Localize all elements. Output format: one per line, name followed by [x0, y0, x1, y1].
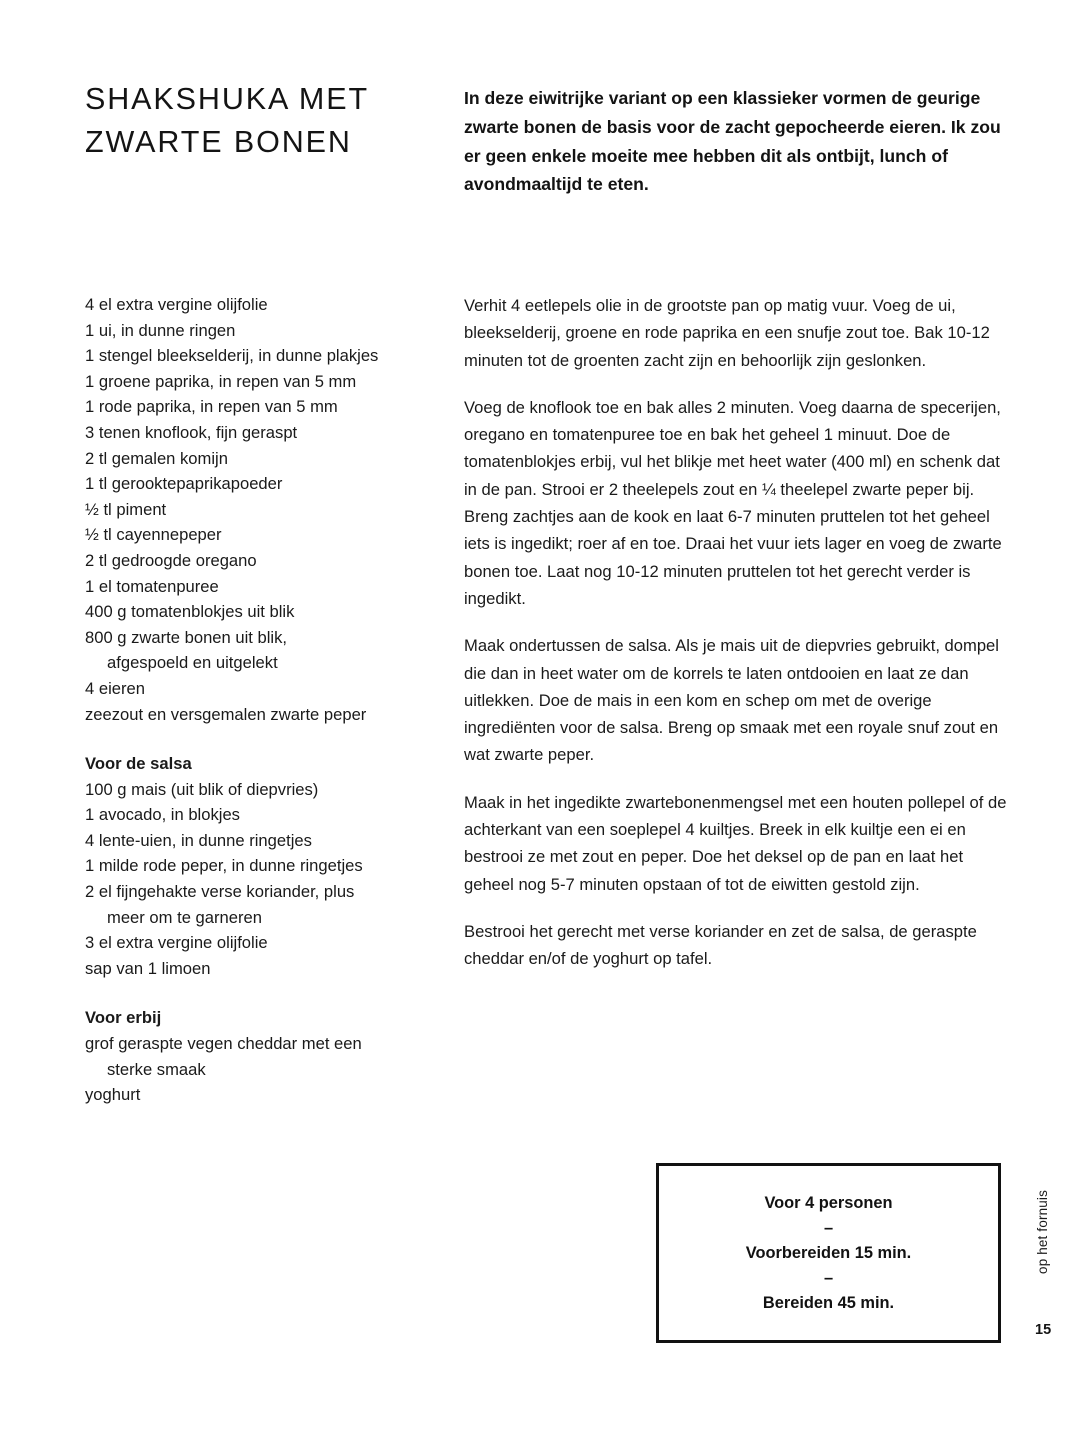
ingredient-line: 400 g tomatenblokjes uit blik: [85, 602, 295, 622]
ingredient-line: sterke smaak: [107, 1059, 206, 1079]
page-title-line-2: ZWARTE BONEN: [85, 125, 352, 159]
ingredients-serve-heading: Voor erbij: [85, 1008, 162, 1028]
ingredient-line: zeezout en versgemalen zwarte peper: [85, 704, 367, 724]
ingredient-line: 4 lente-uien, in dunne ringetjes: [85, 830, 312, 850]
recipe-info-box: [656, 1163, 1001, 1343]
ingredient-line: 1 tl gerooktepaprikapoeder: [85, 474, 283, 494]
ingredient-line: 1 el tomatenpuree: [85, 576, 219, 596]
ingredients-main-list: [85, 292, 440, 727]
info-separator-1: –: [823, 1218, 834, 1237]
info-prep-time: Voorbereiden 15 min.: [745, 1243, 912, 1262]
method-column: [464, 292, 1007, 973]
ingredient-line: 800 g zwarte bonen uit blik,: [85, 627, 288, 647]
ingredient-line: grof geraspte vegen cheddar met een: [85, 1034, 362, 1054]
ingredient-line: 1 avocado, in blokjes: [85, 805, 240, 825]
page-title: [85, 78, 445, 164]
ingredient-line: 4 eieren: [85, 678, 145, 698]
ingredient-line: 2 el fijngehakte verse koriander, plus: [85, 882, 355, 902]
ingredient-line: 2 tl gedroogde oregano: [85, 550, 257, 570]
ingredients-serve-list: [85, 1031, 440, 1108]
ingredients-salsa-heading: Voor de salsa: [85, 754, 192, 774]
ingredient-line: 1 milde rode peper, in dunne ringetjes: [85, 856, 363, 876]
ingredient-line: 100 g mais (uit blik of diepvries): [85, 779, 319, 799]
ingredient-line: 1 rode paprika, in repen van 5 mm: [85, 397, 338, 417]
info-separator-2: –: [823, 1268, 834, 1287]
method-paragraph: Maak in het ingedikte zwartebonenmengsel met een houten pollepel of de achterkant van een soeplepel 4 kuiltjes. Breek in elk kuiltje een ei en bestrooi ze met zout en peper. Doe het deksel op de pan en laat het geheel nog 5-7 minuten opstaan of tot de eiwitten gestold zijn.: [464, 792, 1007, 894]
ingredient-line: ½ tl piment: [85, 499, 167, 519]
ingredient-line: 2 tl gemalen komijn: [85, 448, 228, 468]
recipe-intro: In deze eiwitrijke variant op een klassieker vormen de geurige zwarte bonen de basis voor de zacht gepocheerde eieren. Ik zou er geen enkele moeite mee hebben dit als ontbijt, lunch of avondmaaltijd te eten.: [464, 88, 1001, 195]
ingredient-line: yoghurt: [85, 1085, 141, 1105]
ingredient-line: ½ tl cayennepeper: [85, 525, 222, 545]
ingredient-line: 1 ui, in dunne ringen: [85, 320, 236, 340]
method-paragraph: Bestrooi het gerecht met verse koriander en zet de salsa, de geraspte cheddar en/of de yoghurt op tafel.: [464, 921, 977, 969]
ingredients-column: [85, 292, 440, 1108]
ingredient-line: meer om te garneren: [107, 907, 262, 927]
ingredient-line: 1 groene paprika, in repen van 5 mm: [85, 371, 357, 391]
page-title-line-1: SHAKSHUKA MET: [85, 82, 370, 116]
ingredient-line: sap van 1 limoen: [85, 958, 211, 978]
ingredient-line: 3 el extra vergine olijfolie: [85, 933, 268, 953]
ingredient-line: 4 el extra vergine olijfolie: [85, 295, 268, 314]
ingredient-line: 1 stengel bleekselderij, in dunne plakjes: [85, 346, 379, 366]
page-number: 15: [1035, 1322, 1052, 1338]
ingredient-line: afgespoeld en uitgelekt: [107, 653, 278, 673]
info-cook-time: Bereiden 45 min.: [762, 1293, 895, 1312]
info-servings: Voor 4 personen: [764, 1193, 893, 1212]
ingredient-line: 3 tenen knoflook, fijn geraspt: [85, 422, 298, 442]
method-paragraph: Maak ondertussen de salsa. Als je mais uit de diepvries gebruikt, dompel die dan in heet water om de korrels te laten ontdooien en laat ze dan uitlekken. Doe de mais in een kom en schep om met de overige ingrediënten voor de salsa. Breng op smaak met een royale snuf zout en wat zwarte peper.: [464, 636, 999, 765]
chapter-label: op het fornuis: [1035, 1190, 1050, 1274]
method-paragraph: Voeg de knoflook toe en bak alles 2 minuten. Voeg daarna de specerijen, oregano en tomatenpuree toe en bak het geheel 1 minuut. Doe de tomatenblokjes erbij, vul het blikje met heet water (400 ml) en schenk dat in de pan. Strooi er 2 theelepels zout en ¼ theelepel zwarte peper bij. Breng zachtjes aan de kook en laat 6-7 minuten pruttelen tot het geheel iets is ingedikt; roer af en toe. Draai het vuur iets lager en voeg de zwarte bonen toe. Laat nog 10-12 minuten pruttelen tot het gerecht verder is ingedikt.: [464, 397, 1002, 608]
method-paragraph: Verhit 4 eetlepels olie in de grootste pan op matig vuur. Voeg de ui, bleekselderij, groene en rode paprika en een snufje zout toe. Bak 10-12 minuten tot de groenten zacht zijn en behoorlijk zijn geslonken.: [464, 296, 990, 370]
ingredients-salsa-list: [85, 777, 440, 982]
